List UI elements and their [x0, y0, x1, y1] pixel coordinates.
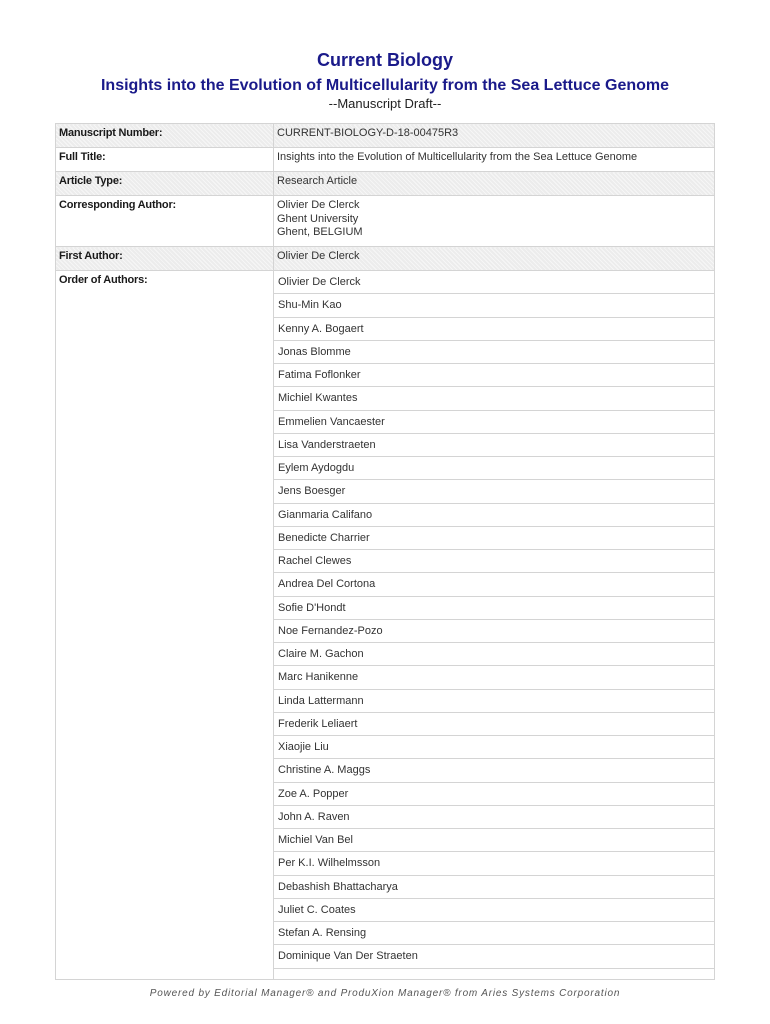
corresponding-author-name: Olivier De Clerck	[277, 199, 360, 211]
author-list-item: Jens Boesger	[274, 480, 714, 503]
author-list-item: Lisa Vanderstraeten	[274, 434, 714, 457]
author-list-item: Stefan A. Rensing	[274, 922, 714, 945]
corresponding-author-label: Corresponding Author:	[56, 196, 274, 247]
author-list-item: Eylem Aydogdu	[274, 457, 714, 480]
author-list-item: Michiel Van Bel	[274, 829, 714, 852]
journal-name: Current Biology	[316, 50, 453, 70]
order-of-authors-label: Order of Authors:	[56, 271, 274, 980]
author-list-item: Gianmaria Califano	[274, 504, 714, 527]
author-list-item: Debashish Bhattacharya	[274, 876, 714, 899]
author-list-item: Michiel Kwantes	[274, 387, 714, 410]
author-list-item: Noe Fernandez-Pozo	[274, 620, 714, 643]
author-list-item: Frederik Leliaert	[274, 713, 714, 736]
full-title-value: Insights into the Evolution of Multicellularity from the Sea Lettuce Genome	[274, 148, 715, 172]
manuscript-number-row	[56, 124, 715, 148]
article-type-label: Article Type:	[56, 172, 274, 196]
author-list-item: Claire M. Gachon	[274, 643, 714, 666]
author-list-item: Rachel Clewes	[274, 550, 714, 573]
author-list-item: Xiaojie Liu	[274, 736, 714, 759]
author-list-item: Andrea Del Cortona	[274, 573, 714, 596]
corresponding-author-row	[56, 196, 715, 247]
author-list-item: Sofie D'Hondt	[274, 597, 714, 620]
manuscript-number-label: Manuscript Number:	[56, 124, 274, 148]
first-author-value: Olivier De Clerck	[274, 247, 715, 271]
author-list-item: Jonas Blomme	[274, 341, 714, 364]
author-list-item: Fatima Foflonker	[274, 364, 714, 387]
author-list-item: Linda Lattermann	[274, 690, 714, 713]
author-list-item: Olivier De Clerck	[274, 271, 714, 294]
first-author-label: First Author:	[56, 247, 274, 271]
corresponding-author-institution: Ghent University	[277, 212, 359, 225]
author-list-item: Benedicte Charrier	[274, 527, 714, 550]
author-list-item: Christine A. Maggs	[274, 759, 714, 782]
author-list-item: Per K.I. Wilhelmsson	[274, 852, 714, 875]
author-list-spacer	[274, 969, 714, 979]
order-of-authors-row	[56, 271, 715, 980]
manuscript-number-value: CURRENT-BIOLOGY-D-18-00475R3	[274, 124, 715, 148]
author-list-item: Shu-Min Kao	[274, 294, 714, 317]
corresponding-author-value	[274, 196, 715, 247]
author-list-item: Emmelien Vancaester	[274, 411, 714, 434]
corresponding-author-location: Ghent, BELGIUM	[277, 226, 363, 238]
manuscript-title: Insights into the Evolution of Multicellularity from the Sea Lettuce Genome	[100, 77, 670, 94]
footer-credit: Powered by Editorial Manager® and ProduXion Manager® from Aries Systems Corporation	[149, 988, 621, 999]
article-type-row	[56, 172, 715, 196]
article-type-value: Research Article	[274, 172, 715, 196]
author-list-item: Dominique Van Der Straeten	[274, 945, 714, 968]
draft-label: --Manuscript Draft--	[328, 96, 442, 111]
full-title-row	[56, 148, 715, 172]
author-list	[274, 271, 715, 980]
author-list-item: Kenny A. Bogaert	[274, 318, 714, 341]
author-list-item: Juliet C. Coates	[274, 899, 714, 922]
first-author-row	[56, 247, 715, 271]
manuscript-metadata-table	[55, 123, 715, 980]
author-list-item: John A. Raven	[274, 806, 714, 829]
author-list-item: Zoe A. Popper	[274, 783, 714, 806]
author-list-item: Marc Hanikenne	[274, 666, 714, 689]
full-title-label: Full Title:	[56, 148, 274, 172]
